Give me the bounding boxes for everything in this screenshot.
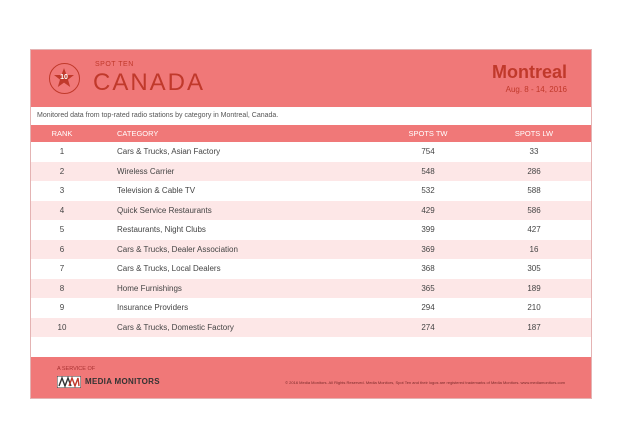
- report-footer: [31, 357, 591, 398]
- category-cell: Cars & Trucks, Local Dealers: [117, 264, 221, 273]
- spots-lw-cell: 33: [529, 147, 539, 156]
- spots-tw-cell: 548: [421, 166, 435, 176]
- spots-lw-cell: 286: [527, 166, 541, 176]
- rank-cell: 4: [59, 205, 65, 215]
- spots-tw-cell: 399: [421, 225, 435, 234]
- spots-tw-cell: 294: [421, 303, 435, 312]
- table-row: [31, 298, 591, 318]
- column-header-category: CATEGORY: [117, 129, 159, 138]
- rank-cell: 10: [57, 322, 67, 332]
- spots-tw-cell: 369: [421, 244, 435, 254]
- spot-ten-star-icon: [49, 63, 80, 94]
- category-cell: Home Furnishings: [117, 283, 182, 293]
- spots-lw-cell: 586: [527, 205, 541, 215]
- table-row: [31, 240, 591, 260]
- spots-tw-cell: 429: [421, 205, 435, 215]
- spots-lw-cell: 210: [527, 303, 541, 312]
- report-card: [30, 49, 592, 399]
- category-cell: Television & Cable TV: [117, 186, 196, 195]
- city-title: Montreal: [491, 62, 567, 82]
- table-row: [31, 162, 591, 182]
- category-cell: Cars & Trucks, Domestic Factory: [117, 322, 234, 332]
- table-row: [31, 279, 591, 299]
- rank-cell: 3: [59, 186, 65, 195]
- rank-cell: 6: [59, 244, 65, 254]
- category-cell: Cars & Trucks, Dealer Association: [117, 244, 238, 254]
- spots-tw-cell: 532: [421, 186, 435, 195]
- brand-title: CANADA: [93, 69, 206, 96]
- table-row: [31, 181, 591, 201]
- spots-tw-cell: 754: [421, 147, 435, 156]
- spots-lw-cell: 16: [529, 244, 539, 254]
- table-header: [31, 125, 591, 142]
- rank-cell: 1: [59, 147, 65, 156]
- rank-cell: 7: [59, 264, 65, 273]
- category-cell: Restaurants, Night Clubs: [117, 225, 206, 234]
- table-row: [31, 142, 591, 162]
- spots-tw-cell: 368: [421, 264, 435, 273]
- report-header: [31, 50, 591, 107]
- logo-number: 10: [60, 74, 68, 81]
- category-cell: Wireless Carrier: [117, 166, 175, 176]
- media-monitors-logo-icon: [57, 376, 81, 388]
- spots-lw-cell: 189: [527, 283, 541, 293]
- table-row: [31, 201, 591, 221]
- spots-tw-cell: 274: [421, 322, 435, 332]
- copyright-notice: © 2016 Media Monitors. All Rights Reserved. Media Monitors, Spot Ten and their logos are registered trademarks of Media Monitors. www.mediamonitors.com: [285, 380, 565, 385]
- rank-cell: 5: [59, 225, 65, 234]
- rank-cell: 8: [59, 283, 65, 293]
- column-header-spots-tw: SPOTS TW: [408, 129, 448, 138]
- spots-tw-cell: 365: [421, 283, 435, 293]
- category-cell: Cars & Trucks, Asian Factory: [117, 147, 221, 156]
- date-range: Aug. 8 - 14, 2016: [505, 85, 567, 94]
- spots-lw-cell: 187: [527, 322, 541, 332]
- rank-cell: 9: [59, 303, 65, 312]
- category-cell: Quick Service Restaurants: [117, 205, 212, 215]
- spots-lw-cell: 305: [527, 264, 541, 273]
- brand-subtitle: SPOT TEN: [95, 61, 134, 68]
- table-row: [31, 318, 591, 338]
- company-name: MEDIA MONITORS: [85, 377, 160, 386]
- service-label: A SERVICE OF: [57, 366, 96, 372]
- column-header-rank: RANK: [51, 129, 73, 138]
- spots-lw-cell: 427: [527, 225, 541, 234]
- rank-cell: 2: [59, 166, 65, 176]
- table-row: [31, 259, 591, 279]
- column-header-spots-lw: SPOTS LW: [514, 129, 554, 138]
- category-cell: Insurance Providers: [117, 303, 189, 312]
- ranking-table: [31, 125, 591, 337]
- spots-lw-cell: 588: [527, 186, 541, 195]
- report-description: Monitored data from top-rated radio stations by category in Montreal, Canada.: [31, 107, 591, 125]
- table-row: [31, 220, 591, 240]
